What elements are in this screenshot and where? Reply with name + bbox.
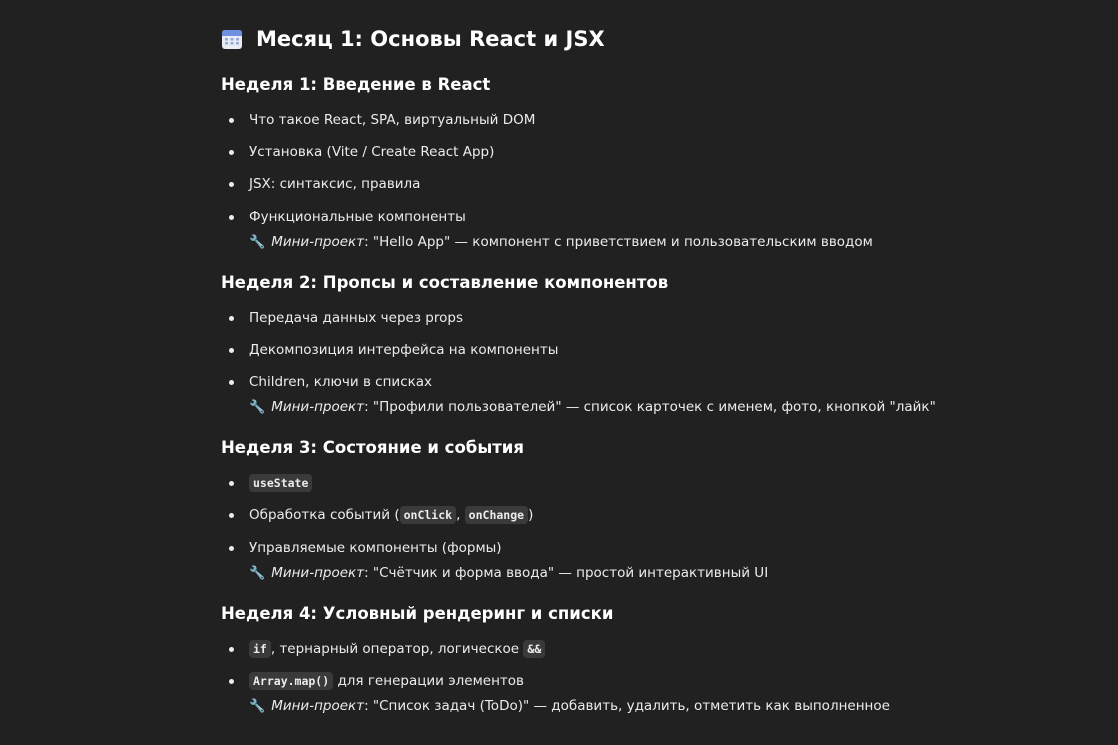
mini-project-text: : "Hello App" — компонент с приветствием и пользовательским вводом (364, 234, 873, 250)
code-if: if (249, 640, 271, 658)
code-onclick: onClick (400, 506, 456, 524)
list-item: Children, ключи в списках 🔧 Мини-проект: "Профили пользователей" — список карточек с именем, фото, кнопкой "лайк" (249, 372, 936, 418)
mini-project (249, 563, 768, 584)
wrench-icon: 🔧 (249, 235, 266, 250)
list-item (249, 473, 312, 493)
code-usestate: useState (249, 474, 312, 492)
mini-project (249, 696, 890, 717)
mini-project-label: Мини-проект (271, 698, 365, 714)
page-title (221, 27, 605, 51)
code-onchange: onChange (465, 506, 528, 524)
list-item: Функциональные компоненты 🔧 Мини-проект: "Hello App" — компонент с приветствием и пользовательским вводом (249, 207, 873, 253)
wrench-icon: 🔧 (249, 566, 266, 581)
mini-project-text: : "Счётчик и форма ввода" — простой интерактивный UI (364, 565, 769, 581)
mini-project-label: Мини-проект (271, 399, 365, 415)
week-2-title: Неделя 2: Пропсы и составление компонентов (221, 273, 669, 292)
code-and: && (523, 640, 545, 658)
list-item: JSX: синтаксис, правила (249, 176, 421, 192)
mini-project-label: Мини-проект (271, 565, 365, 581)
list-item: if , тернарный оператор, логическое && (249, 639, 545, 659)
list-item: Управляемые компоненты (формы) 🔧 Мини-проект: "Счётчик и форма ввода" — простой интерактивный UI (249, 538, 768, 584)
mini-project (249, 232, 873, 253)
list-item: Декомпозиция интерфейса на компоненты (249, 342, 559, 358)
calendar-icon (221, 28, 243, 50)
code-array-map: Array.map() (249, 672, 333, 690)
list-item: Передача данных через props (249, 310, 463, 326)
mini-project-text: : "Профили пользователей" — список карточек с именем, фото, кнопкой "лайк" (364, 399, 936, 415)
list-item: Что такое React, SPA, виртуальный DOM (249, 112, 536, 128)
week-4-title: Неделя 4: Условный рендеринг и списки (221, 604, 614, 623)
mini-project (249, 397, 936, 418)
wrench-icon: 🔧 (249, 400, 266, 415)
mini-project-text: : "Список задач (ToDo)" — добавить, удалить, отметить как выполненное (364, 698, 890, 714)
list-item: Array.map() для генерации элементов 🔧 Мини-проект: "Список задач (ToDo)" — добавить, удалить, отметить как выполненное (249, 671, 890, 717)
week-1-title: Неделя 1: Введение в React (221, 75, 491, 94)
list-item: Обработка событий ( onClick , onChange ) (249, 507, 534, 523)
week-3-title: Неделя 3: Состояние и события (221, 438, 524, 457)
list-item: Установка (Vite / Create React App) (249, 144, 495, 160)
wrench-icon: 🔧 (249, 699, 266, 714)
page-title-text: Месяц 1: Основы React и JSX (256, 27, 605, 51)
mini-project-label: Мини-проект (271, 234, 365, 250)
